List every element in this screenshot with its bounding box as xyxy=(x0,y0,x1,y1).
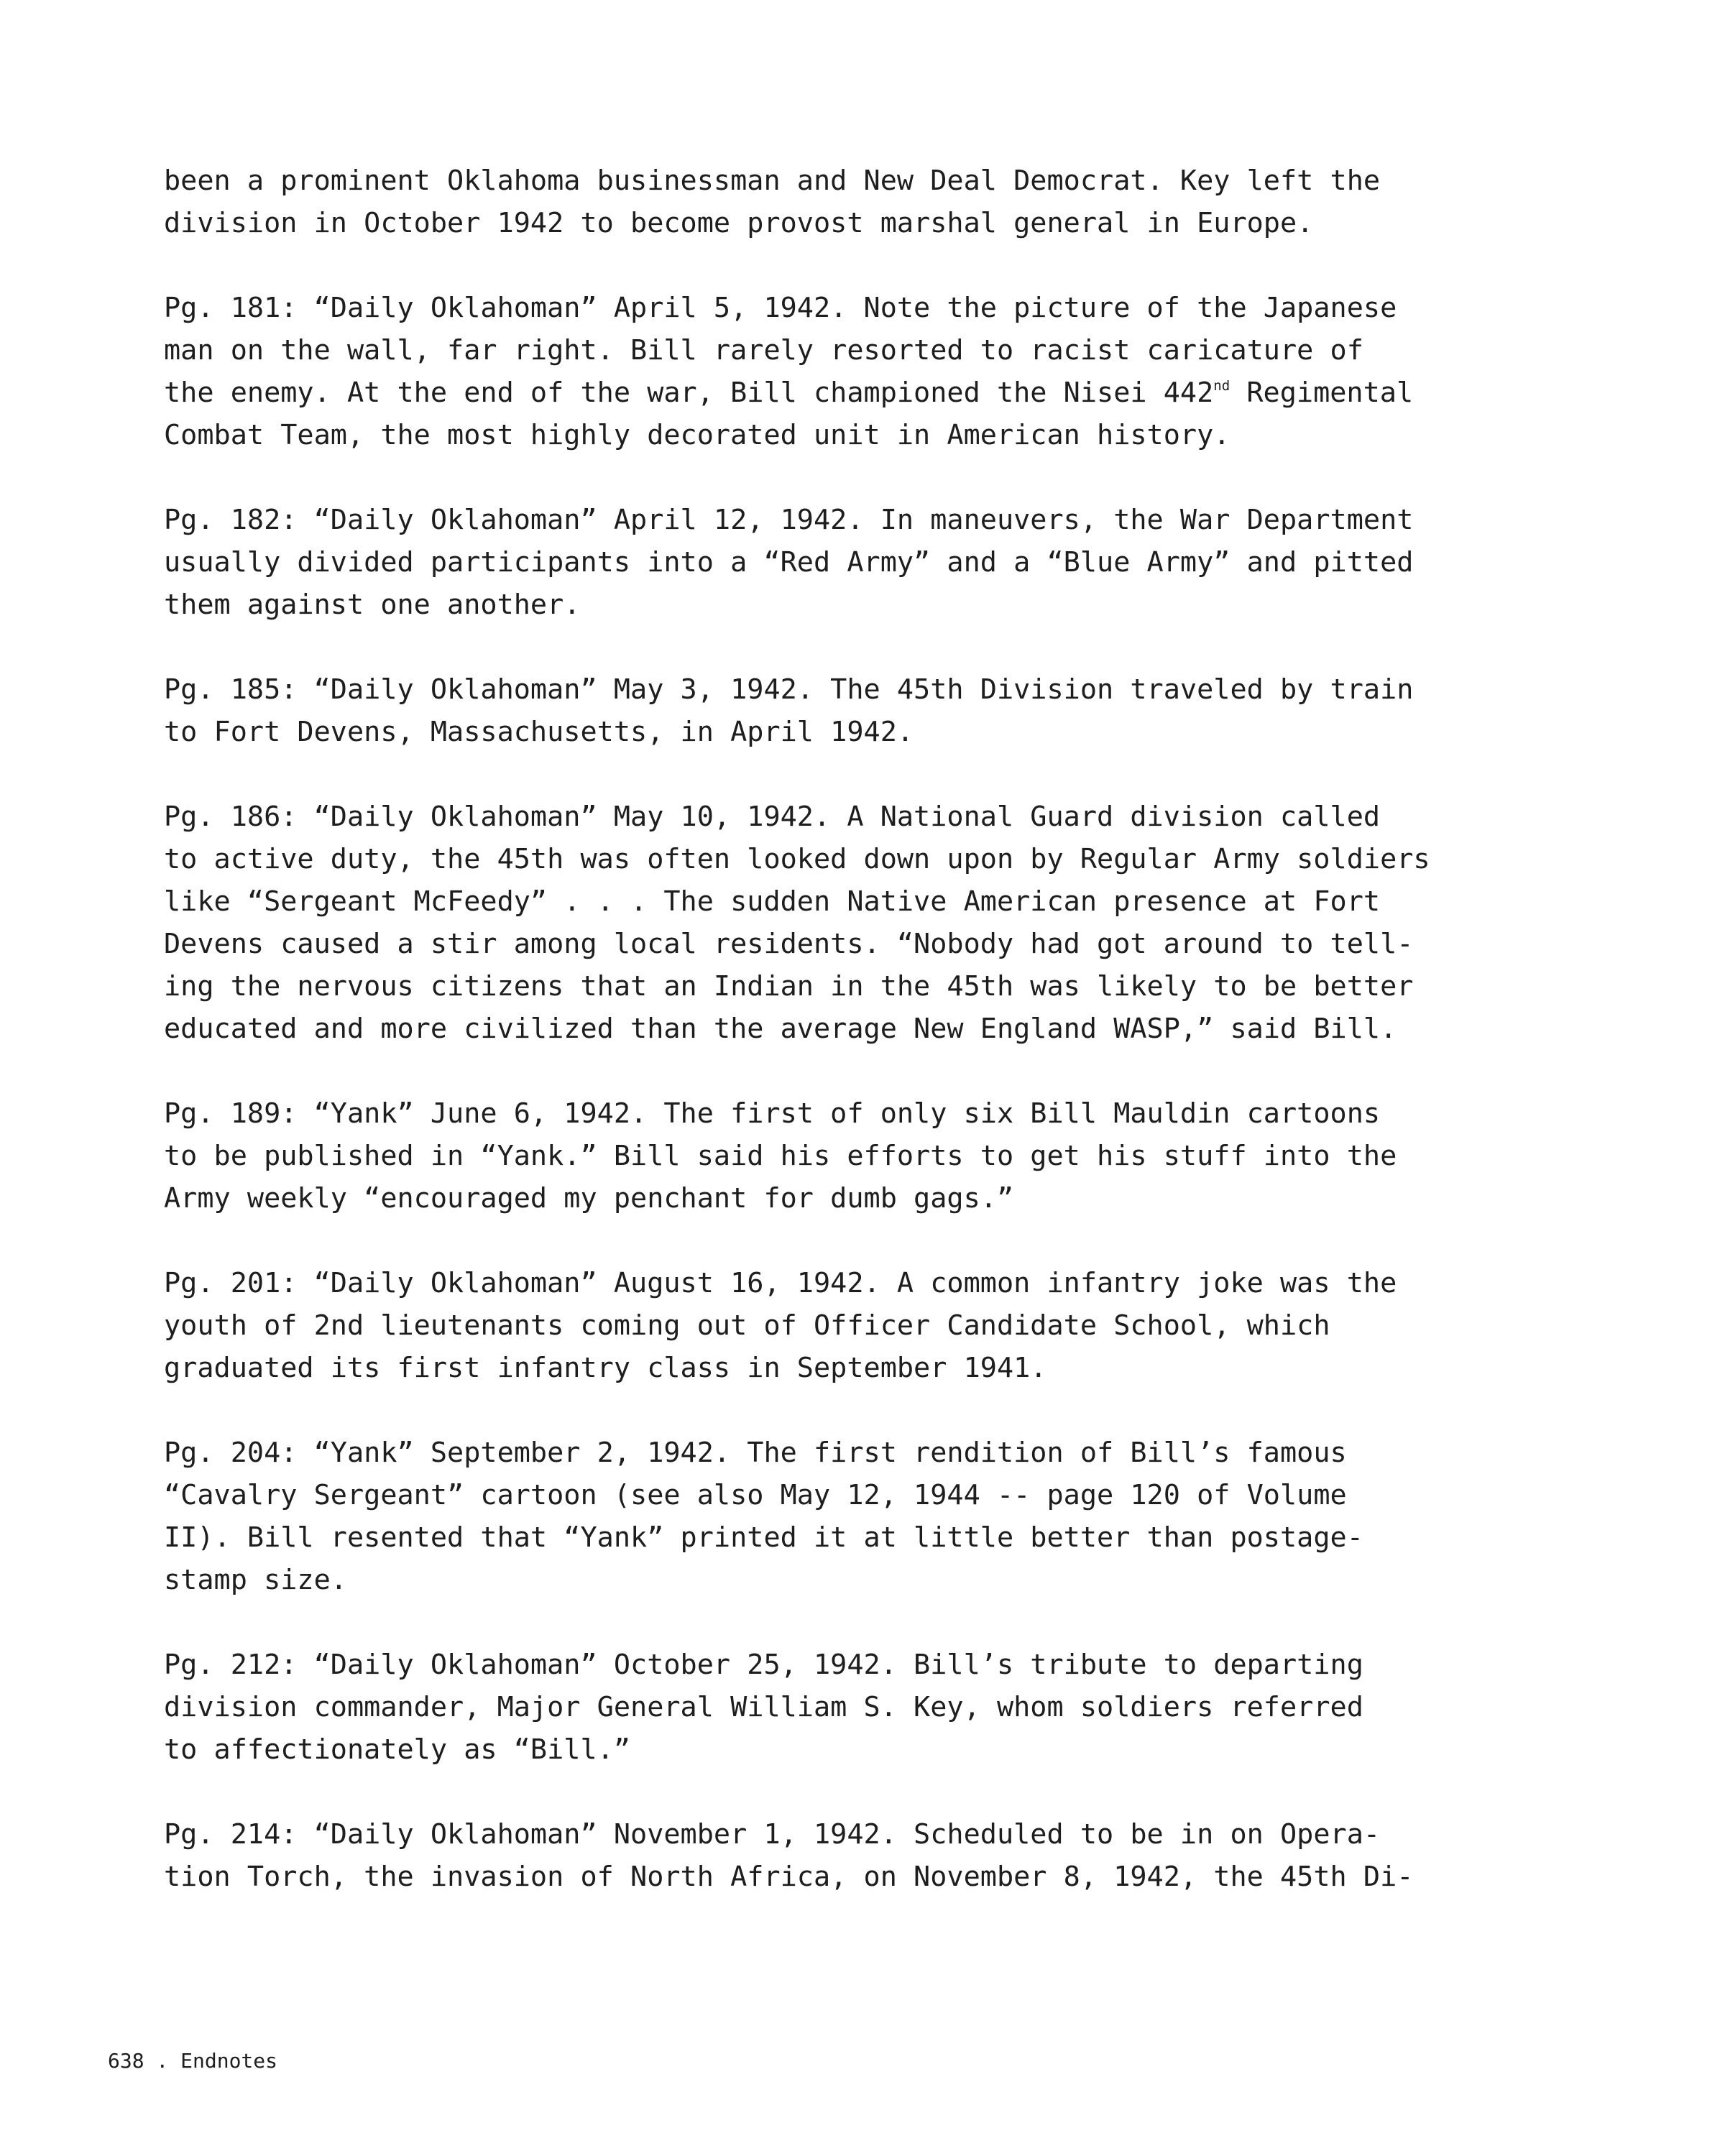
endnote-paragraph: been a prominent Oklahoma businessman and New Deal Democrat. Key left the division in October 1942 to become provost marshal general in Europe. xyxy=(164,165,1381,239)
endnotes-body xyxy=(164,160,1573,1898)
endnote-text: Pg. 181: “Daily Oklahoman” April 5, 1942. Note the picture of the Japanese man on the wall, far right. Bill rarely resorted to racist caricature of the enemy. At the end of the war, Bill championed the Nisei 442 xyxy=(164,292,1397,409)
endnote-paragraph: Pg. 189: “Yank” June 6, 1942. The first of only six Bill Mauldin cartoons to be published in “Yank.” Bill said his efforts to get his stuff into the Army weekly “encouraged my penchant for dumb gags.” xyxy=(164,1097,1397,1215)
endnote-paragraph: Pg. 182: “Daily Oklahoman” April 12, 1942. In maneuvers, the War Department usually divided participants into a “Red Army” and a “Blue Army” and pitted them against one another. xyxy=(164,504,1414,621)
page-footer: 638 . Endnotes xyxy=(108,2049,278,2073)
endnote-paragraph: Pg. 214: “Daily Oklahoman” November 1, 1942. Scheduled to be in on Opera- tion Torch, the invasion of North Africa, on November 8, 1942, the 45th Di- xyxy=(164,1818,1414,1893)
endnote-paragraph xyxy=(164,287,1573,456)
endnote-paragraph: Pg. 204: “Yank” September 2, 1942. The first rendition of Bill’s famous “Cavalry Sergeant” cartoon (see also May 12, 1944 -- page 120 of Volume II). Bill resented that “Yank” printed it at little better than postage- stamp size. xyxy=(164,1437,1363,1596)
endnote-paragraph: Pg. 212: “Daily Oklahoman” October 25, 1942. Bill’s tribute to departing division commander, Major General William S. Key, whom soldiers referred to affectionately as “Bill.” xyxy=(164,1649,1363,1766)
endnote-text: Regimental Combat Team, the most highly decorated unit in American history. xyxy=(164,377,1414,451)
endnote-paragraph: Pg. 185: “Daily Oklahoman” May 3, 1942. The 45th Division traveled by train to Fort Devens, Massachusetts, in April 1942. xyxy=(164,673,1414,748)
endnote-paragraph: Pg. 201: “Daily Oklahoman” August 16, 1942. A common infantry joke was the youth of 2nd lieutenants coming out of Officer Candidate School, which graduated its first infantry class in September 1941. xyxy=(164,1267,1397,1384)
endnote-paragraph: Pg. 186: “Daily Oklahoman” May 10, 1942. A National Guard division called to active duty, the 45th was often looked down upon by Regular Army soldiers like “Sergeant McFeedy” . . . The sudden Native American presence at Fort Devens caused a stir among local residents. “Nobody had got around to tell- ing the nervous citizens that an Indian in the 45th was likely to be better educated and more civilized than the average New England WASP,” said Bill. xyxy=(164,801,1430,1045)
ordinal-superscript: nd xyxy=(1213,378,1230,394)
